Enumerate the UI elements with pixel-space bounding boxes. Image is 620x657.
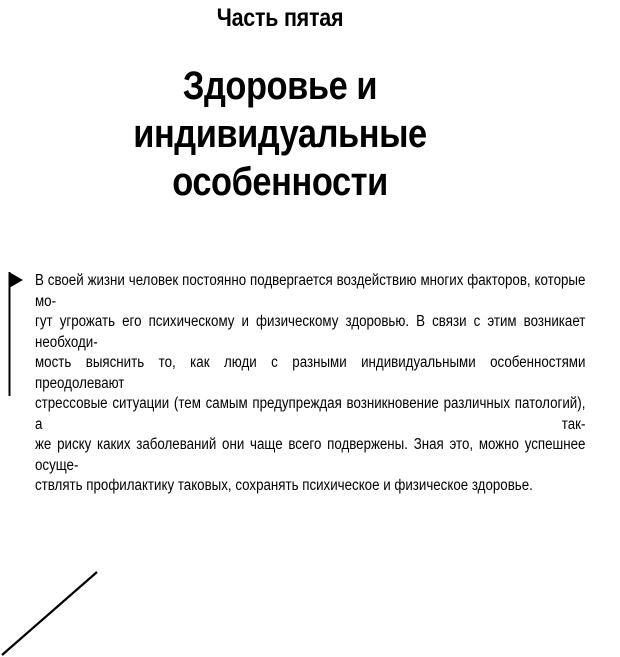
chapter-title	[39, 62, 521, 206]
chapter-title-line: Здоровье и индивидуальные	[133, 64, 427, 156]
intro-paragraph	[35, 271, 585, 497]
intro-line: стрессовые ситуации (тем самым предупреждая возникновение различных патологий), а так-	[35, 395, 586, 433]
intro-line: же риску каких заболеваний они чаще всего подвержены. Зная это, можно успешнее осуще-	[35, 436, 586, 474]
intro-line: гут угрожать его психическому и физическому здоровью. В связи с этим возникает необходи-	[35, 313, 586, 351]
intro-line: мость выяснить то, как люди с разными индивидуальными особенностями преодолевают	[35, 354, 586, 392]
chapter-title-line: особенности	[172, 160, 388, 204]
part-label: Часть пятая	[216, 4, 344, 32]
intro-line: В своей жизни человек постоянно подвергается воздействию многих факторов, которые мо-	[35, 272, 586, 310]
flag-icon	[7, 270, 25, 398]
corner-diagonal-rule	[0, 570, 100, 657]
intro-line: ствлять профилактику таковых, сохранять психическое и физическое здоровье.	[35, 477, 533, 494]
